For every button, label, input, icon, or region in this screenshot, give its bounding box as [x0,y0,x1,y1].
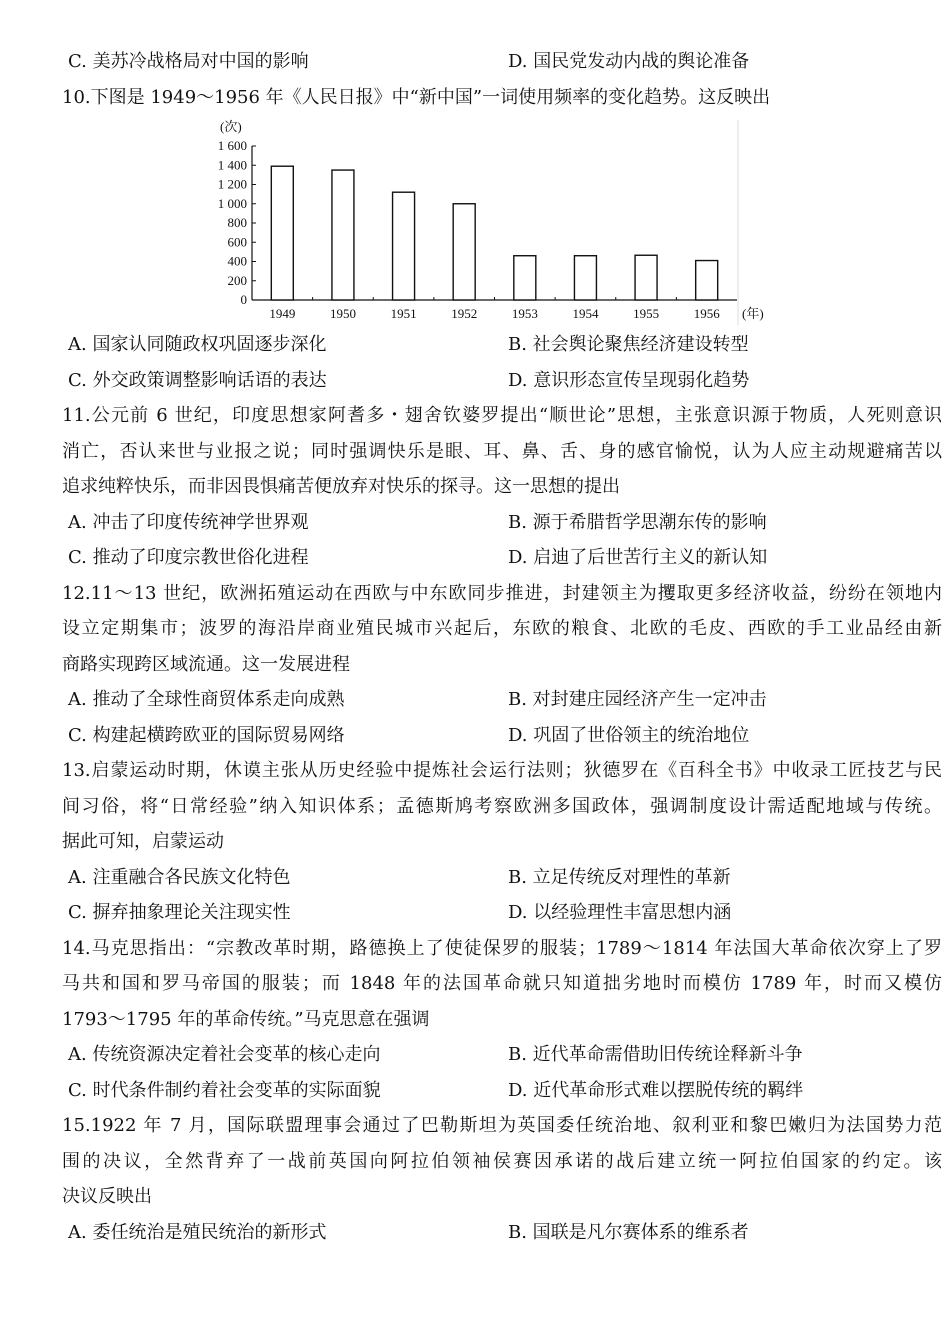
option-d[interactable]: D. 以经验理性丰富思想内涵 [508,902,732,923]
question-stem-line: 决议反映出 [62,1186,152,1207]
chart-svg [202,115,902,327]
option-c[interactable]: C. 构建起横跨欧亚的国际贸易网络 [68,724,345,746]
options-row [62,540,942,576]
bar-1951 [393,192,415,300]
question-stem-line: 设立定期集市；波罗的海沿岸商业殖民城市兴起后，东欧的粮食、北欧的毛皮、西欧的手工业品经由新 [62,618,942,639]
question-stem-line: 13.启蒙运动时期，休谟主张从历史经验中提炼社会运行法则；狄德罗在《百科全书》中收录工匠技艺与民 [62,760,942,781]
question-10 [62,80,942,399]
question-stem-line: 10.下图是 1949～1956 年《人民日报》中“新中国”一词使用频率的变化趋势。这反映出 [62,86,771,108]
option-d[interactable]: D. 近代革命形式难以摆脱传统的羁绊 [508,1079,804,1101]
x-tick-label: 1953 [511,306,538,321]
bar-1949 [271,166,293,300]
option-b[interactable]: B. 社会舆论聚焦经济建设转型 [508,334,749,355]
option-b[interactable]: B. 国联是凡尔赛体系的维系者 [508,1221,749,1243]
bar-1955 [635,255,657,300]
x-tick-label: 1954 [572,306,599,321]
question-11 [62,398,942,576]
question-13 [62,753,942,931]
option-b[interactable]: B. 源于希腊哲学思潮东传的影响 [508,511,767,533]
option-c[interactable]: C. 时代条件制约着社会变革的实际面貌 [68,1079,381,1101]
question-stem-line: 围的决议，全然背弃了一战前英国向阿拉伯领袖侯赛因承诺的战后建立统一阿拉伯国家的约定。该 [62,1150,942,1172]
y-tick-label: 1 400 [217,157,247,173]
q9-options-tail [62,44,942,80]
bar-1952 [453,204,475,300]
options-row [62,1073,942,1109]
y-tick-label: 1 200 [217,176,247,192]
question-stem-line: 15.1922 年 7 月，国际联盟理事会通过了巴勒斯坦为英国委任统治地、叙利亚和黎巴嫩归为法国势力范 [62,1115,942,1136]
x-tick-label: 1950 [329,306,356,321]
option-d[interactable]: D. 启迪了后世苦行主义的新认知 [508,547,768,568]
bar-1954 [574,256,596,300]
x-tick-label: 1951 [390,306,417,321]
question-stem-line: 马共和国和罗马帝国的服装；而 1848 年的法国革命就只知道拙劣地时而模仿 1789 年，时而又模仿 [62,973,942,994]
options-row [62,682,942,718]
exam-page [62,44,942,1250]
option-b[interactable]: B. 对封建庄园经济产生一定冲击 [508,689,767,710]
option-a[interactable]: A. 注重融合各民族文化特色 [68,866,291,888]
options-row [62,1215,942,1251]
x-tick-label: 1955 [633,306,660,321]
option-a[interactable]: A. 推动了全球性商贸体系走向成熟 [68,689,345,710]
y-axis-label: (次) [220,119,242,134]
x-tick-label: 1952 [451,306,478,321]
y-tick-label: 800 [227,215,247,230]
y-tick-label: 0 [240,292,247,307]
y-tick-label: 200 [227,272,247,288]
question-stem-line: 11.公元前 6 世纪，印度思想家阿耆多・翅舍钦婆罗提出“顺世论”思想，主张意识源于物质，人死则意识 [62,405,942,426]
question-stem-line: 12.11～13 世纪，欧洲拓殖运动在西欧与中东欧同步推进，封建领主为攫取更多经济收益，纷纷在领地内 [62,582,942,604]
y-tick-label: 400 [227,253,247,269]
options-row [62,895,942,931]
option-d: D. 国民党发动内战的舆论准备 [508,51,750,72]
option-d[interactable]: D. 意识形态宣传呈现弱化趋势 [508,369,750,391]
question-stem-line: 14.马克思指出：“宗教改革时期，路德换上了使徒保罗的服装；1789～1814 年法国大革命依次穿上了罗 [62,937,942,959]
x-axis-label: (年) [742,306,764,321]
options-row [62,860,942,896]
option-a[interactable]: A. 冲击了印度传统神学世界观 [68,511,309,533]
options-row [62,327,942,363]
question-14 [62,931,942,1109]
options-row [62,1037,942,1073]
y-tick-label: 600 [227,234,247,250]
option-c[interactable]: C. 摒弃抽象理论关注现实性 [68,902,291,923]
option-c[interactable]: C. 外交政策调整影响话语的表达 [68,369,327,391]
y-tick-label: 1 000 [217,195,247,211]
question-stem-line: 消亡，否认来世与业报之说；同时强调快乐是眼、耳、鼻、舌、身的感官愉悦，认为人应主动规避痛苦以 [62,440,942,462]
question-15 [62,1108,942,1250]
bar-1950 [332,170,354,300]
option-c[interactable]: C. 推动了印度宗教世俗化进程 [68,547,309,568]
x-tick-label: 1956 [693,306,720,321]
question-stem-line: 间习俗，将“日常经验”纳入知识体系；孟德斯鸠考察欧洲多国政体，强调制度设计需适配地域与传统。 [62,795,942,817]
question-stem-line: 商路实现跨区域流通。这一发展进程 [62,653,350,675]
question-12 [62,576,942,754]
option-a[interactable]: A. 国家认同随政权巩固逐步深化 [68,334,327,355]
question-stem-line: 1793～1795 年的革命传统。”马克思意在强调 [62,1008,430,1030]
option-c: C. 美苏冷战格局对中国的影响 [68,51,309,72]
option-b[interactable]: B. 立足传统反对理性的革新 [508,866,731,888]
bar-chart [62,115,942,327]
option-d[interactable]: D. 巩固了世俗领主的统治地位 [508,724,750,746]
question-stem-line: 追求纯粹快乐，而非因畏惧痛苦便放弃对快乐的探寻。这一思想的提出 [62,476,620,497]
options-row [62,505,942,541]
option-a[interactable]: A. 传统资源决定着社会变革的核心走向 [68,1044,381,1065]
option-b[interactable]: B. 近代革命需借助旧传统诠释新斗争 [508,1044,803,1065]
option-a[interactable]: A. 委任统治是殖民统治的新形式 [68,1221,327,1243]
bar-1953 [514,256,536,300]
options-row [62,718,942,754]
options-row [62,363,942,399]
x-tick-label: 1949 [269,306,296,321]
y-tick-label: 1 600 [217,138,247,153]
bar-1956 [696,261,718,300]
question-stem-line: 据此可知，启蒙运动 [62,831,224,852]
